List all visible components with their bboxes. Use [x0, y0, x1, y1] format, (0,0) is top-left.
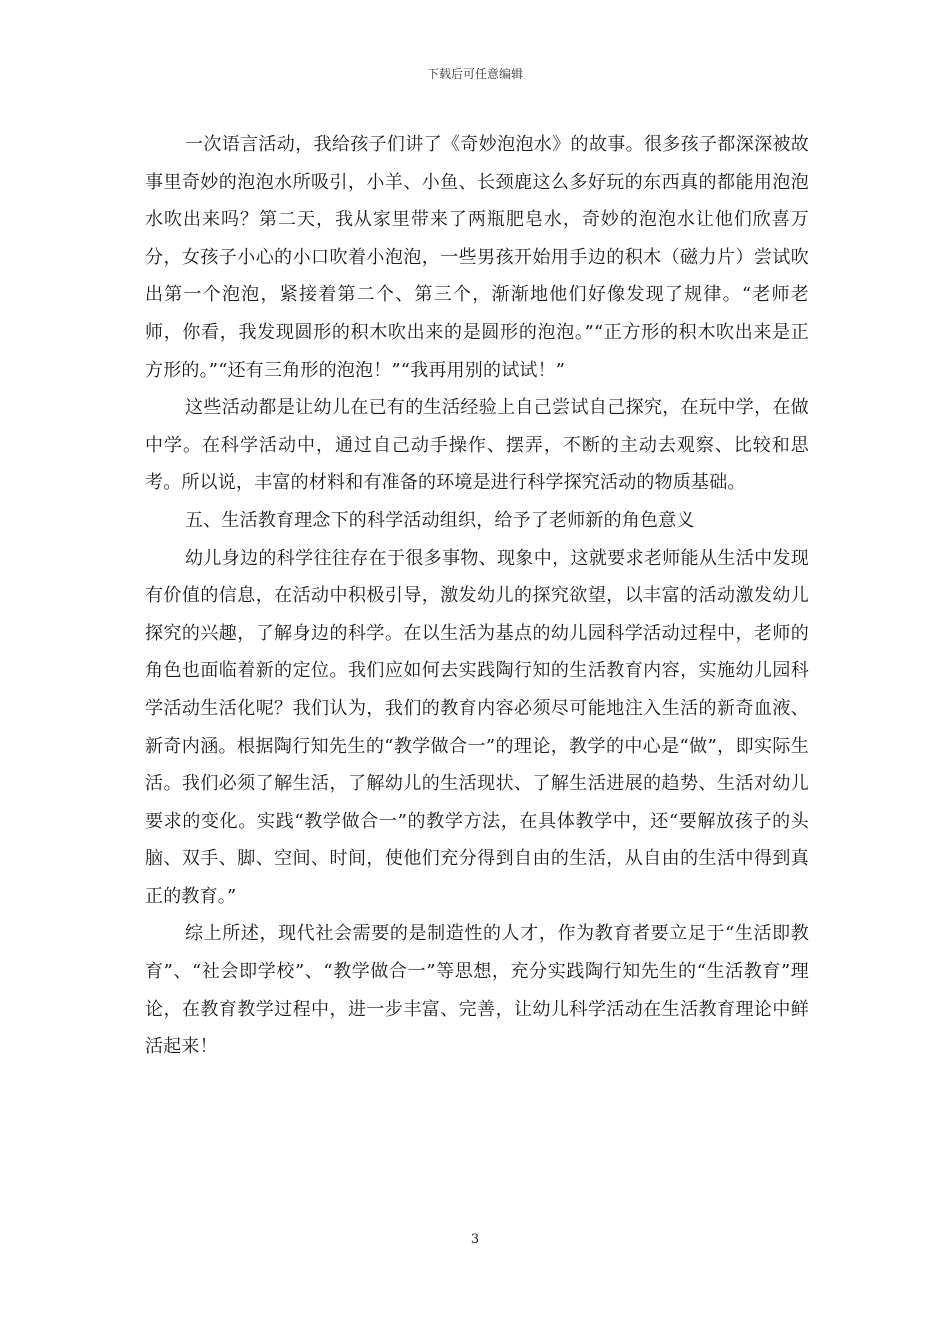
section-heading-five: 五、生活教育理念下的科学活动组织，给予了老师新的角色意义	[185, 509, 695, 531]
paragraph-bubble-story: 一次语言活动，我给孩子们讲了《奇妙泡泡水》的故事。很多孩子都深深被故事里奇妙的泡泡水所吸引，小羊、小鱼、长颈鹿这么多好玩的东西真的都能用泡泡水吹出来吗？第二天，我从家里带来了两瓶肥皂水，奇妙的泡泡水让他们欣喜万分，女孩子小心的小口吹着小泡泡，一些男孩开始用手边的积木（磁力片）尝试吹出第一个泡泡，紧接着第二个、第三个，渐渐地他们好像发现了规律。“老师老师，你看，我发现圆形的积木吹出来的是圆形的泡泡。”“正方形的积木吹出来是正方形的。”“还有三角形的泡泡！”“我再用别的试试！”	[145, 134, 809, 381]
page-header: 下载后可任意编辑	[426, 67, 523, 81]
paragraph-conclusion: 综上所述，现代社会需要的是制造性的人才，作为教育者要立足于“生活即教育”、“社会即学校”、“教学做合一”等思想，充分实践陶行知先生的“生活教育”理论，在教育教学过程中，进一步丰富、完善，让幼儿科学活动在生活教育理论中鲜活起来！	[145, 923, 809, 1058]
paragraph-learning-summary: 这些活动都是让幼儿在已有的生活经验上自己尝试自己探究，在玩中学，在做中学。在科学活动中，通过自己动手操作、摆弄，不断的主动去观察、比较和思考。所以说，丰富的材料和有准备的环境是进行科学探究活动的物质基础。	[145, 397, 809, 494]
page-number: 3	[470, 1232, 480, 1247]
document-body	[145, 126, 809, 1066]
paragraph-teacher-role: 幼儿身边的科学往往存在于很多事物、现象中，这就要求老师能从生活中发现有价值的信息，在活动中积极引导，激发幼儿的探究欲望，以丰富的活动激发幼儿探究的兴趣，了解身边的科学。在以生活为基点的幼儿园科学活动过程中，老师的角色也面临着新的定位。我们应如何去实践陶行知的生活教育内容，实施幼儿园科学活动生活化呢？我们认为，我们的教育内容必须尽可能地注入生活的新奇血液、新奇内涵。根据陶行知先生的“教学做合一”的理论，教学的中心是“做”，即实际生活。我们必须了解生活，了解幼儿的生活现状、了解生活进展的趋势、生活对幼儿要求的变化。实践“教学做合一”的教学方法，在具体教学中，还“要解放孩子的头脑、双手、脚、空间、时间，使他们充分得到自由的生活，从自由的生活中得到真正的教育。”	[145, 547, 809, 907]
